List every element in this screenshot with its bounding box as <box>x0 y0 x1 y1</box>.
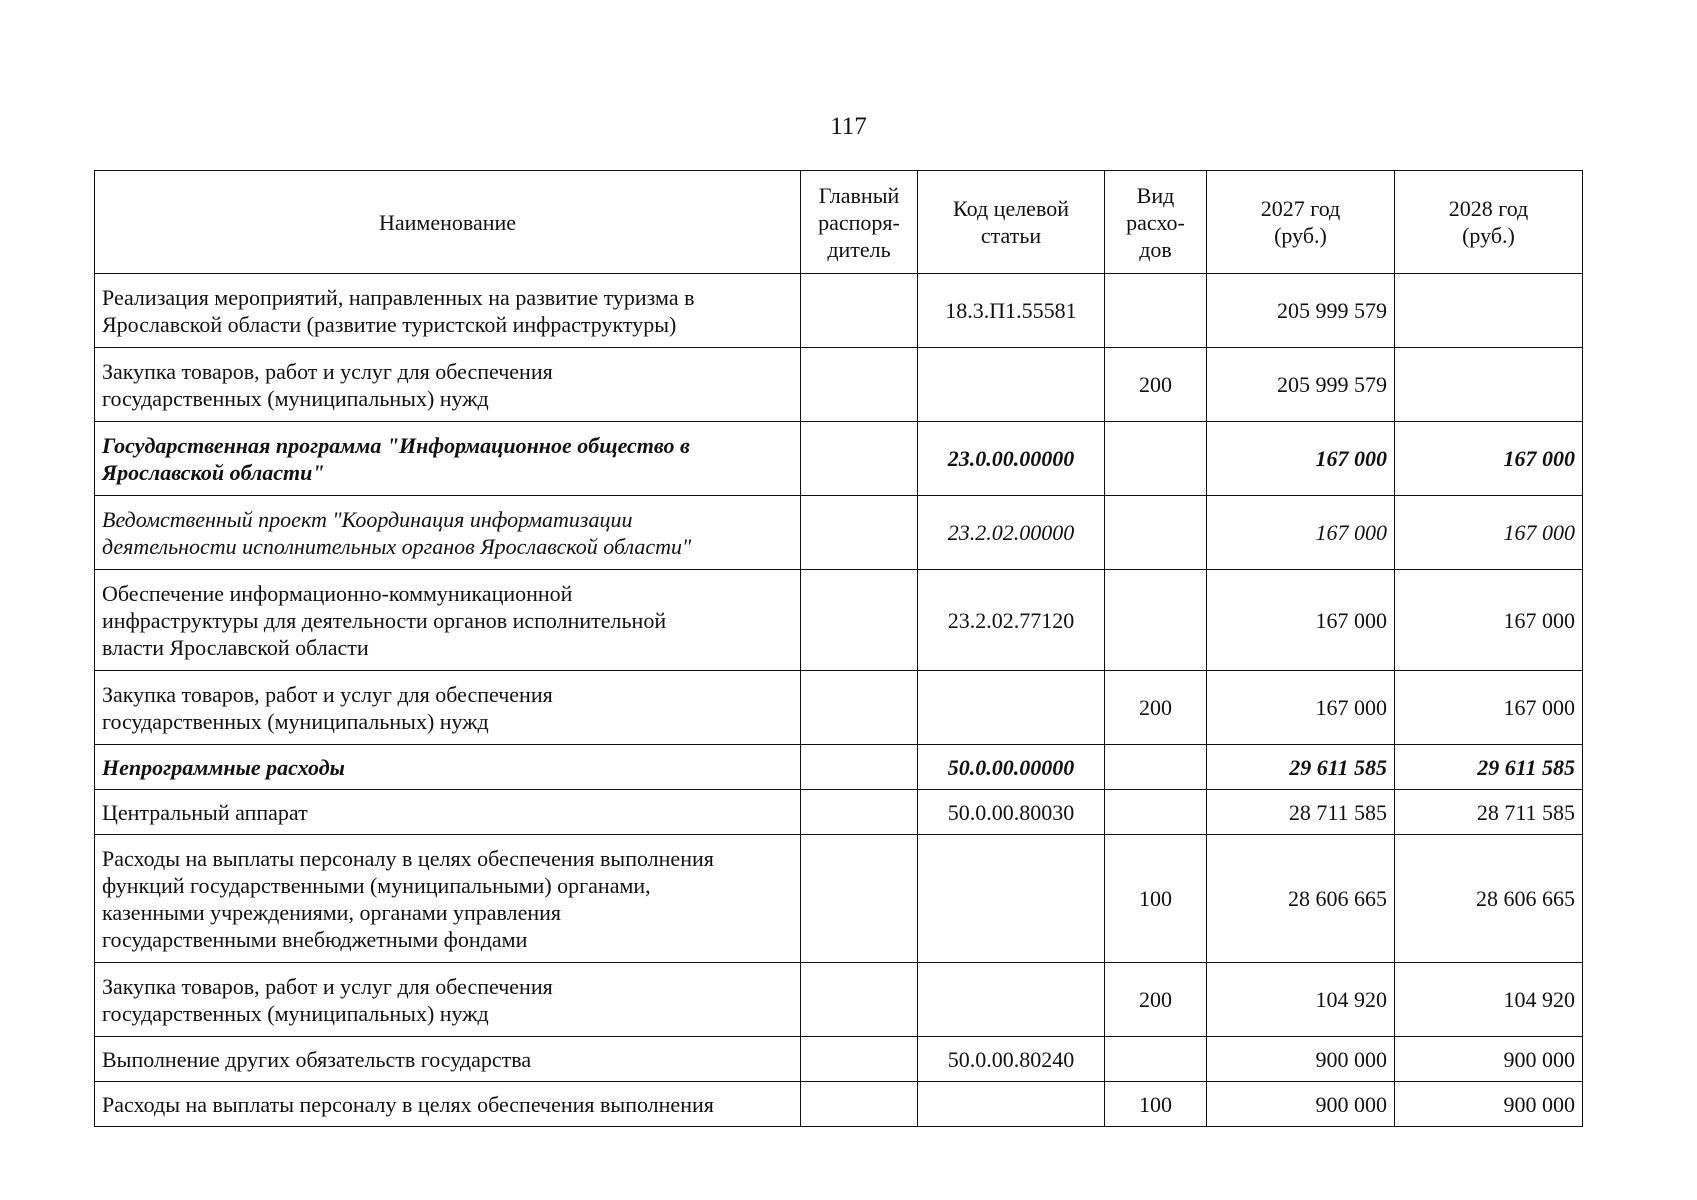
row-chief <box>801 274 918 348</box>
row-kind: 100 <box>1105 1082 1207 1127</box>
table-row <box>95 274 1583 348</box>
row-code: 23.2.02.00000 <box>918 496 1105 570</box>
row-code <box>918 1082 1105 1127</box>
page-number: 117 <box>830 113 867 140</box>
row-code <box>918 963 1105 1037</box>
row-name: Закупка товаров, работ и услуг для обеспечения государственных (муниципальных) нужд <box>95 671 801 745</box>
row-kind <box>1105 496 1207 570</box>
header-year-2027: 2027 год (руб.) <box>1207 171 1395 274</box>
row-code: 50.0.00.80030 <box>918 790 1105 835</box>
table-row <box>95 790 1583 835</box>
row-code: 23.0.00.00000 <box>918 422 1105 496</box>
row-2027: 205 999 579 <box>1207 274 1395 348</box>
row-kind: 200 <box>1105 671 1207 745</box>
row-2028: 900 000 <box>1395 1082 1583 1127</box>
table-row <box>95 963 1583 1037</box>
row-kind: 200 <box>1105 348 1207 422</box>
row-kind <box>1105 790 1207 835</box>
table-row <box>95 1082 1583 1127</box>
header-target-code: Код целевой статьи <box>918 171 1105 274</box>
header-expense-type: Вид расхо- дов <box>1105 171 1207 274</box>
row-2028: 167 000 <box>1395 671 1583 745</box>
row-name: Обеспечение информационно-коммуникационной инфраструктуры для деятельности органов исполнительной власти Ярославской области <box>95 570 801 671</box>
row-2028: 167 000 <box>1395 496 1583 570</box>
row-chief <box>801 496 918 570</box>
row-2028: 104 920 <box>1395 963 1583 1037</box>
row-2027: 205 999 579 <box>1207 348 1395 422</box>
row-2028: 28 606 665 <box>1395 835 1583 963</box>
row-chief <box>801 745 918 790</box>
row-name: Закупка товаров, работ и услуг для обеспечения государственных (муниципальных) нужд <box>95 348 801 422</box>
row-kind <box>1105 274 1207 348</box>
row-name: Ведомственный проект "Координация информатизации деятельности исполнительных органов Ярославской области" <box>95 496 801 570</box>
row-name: Закупка товаров, работ и услуг для обеспечения государственных (муниципальных) нужд <box>95 963 801 1037</box>
row-2028: 28 711 585 <box>1395 790 1583 835</box>
row-kind <box>1105 1037 1207 1082</box>
row-name: Реализация мероприятий, направленных на развитие туризма в Ярославской области (развитие туристской инфраструктуры) <box>95 274 801 348</box>
row-code: 50.0.00.00000 <box>918 745 1105 790</box>
row-2028: 167 000 <box>1395 422 1583 496</box>
row-code: 18.3.П1.55581 <box>918 274 1105 348</box>
row-chief <box>801 671 918 745</box>
budget-table <box>94 170 1583 1127</box>
row-kind <box>1105 422 1207 496</box>
row-2027: 29 611 585 <box>1207 745 1395 790</box>
row-name: Расходы на выплаты персоналу в целях обеспечения выполнения функций государственными (муниципальными) органами, казенными учреждениями, органами управления государственными внебюджетными фондами <box>95 835 801 963</box>
header-year-2028: 2028 год (руб.) <box>1395 171 1583 274</box>
row-name: Государственная программа "Информационное общество в Ярославской области" <box>95 422 801 496</box>
header-chief-administrator: Главный распоря- дитель <box>801 171 918 274</box>
table-row-project <box>95 496 1583 570</box>
row-chief <box>801 1082 918 1127</box>
row-chief <box>801 348 918 422</box>
row-2028: 900 000 <box>1395 1037 1583 1082</box>
table-row <box>95 835 1583 963</box>
table-row <box>95 348 1583 422</box>
row-2027: 28 711 585 <box>1207 790 1395 835</box>
row-kind <box>1105 570 1207 671</box>
row-name: Выполнение других обязательств государства <box>95 1037 801 1082</box>
row-2027: 167 000 <box>1207 671 1395 745</box>
row-code: 23.2.02.77120 <box>918 570 1105 671</box>
row-code <box>918 671 1105 745</box>
row-2027: 167 000 <box>1207 496 1395 570</box>
row-name: Расходы на выплаты персоналу в целях обеспечения выполнения <box>95 1082 801 1127</box>
row-chief <box>801 790 918 835</box>
row-2028 <box>1395 348 1583 422</box>
row-kind: 200 <box>1105 963 1207 1037</box>
row-2027: 167 000 <box>1207 570 1395 671</box>
row-name: Центральный аппарат <box>95 790 801 835</box>
row-kind <box>1105 745 1207 790</box>
table-header-row <box>95 171 1583 274</box>
row-chief <box>801 422 918 496</box>
row-2027: 28 606 665 <box>1207 835 1395 963</box>
row-2027: 104 920 <box>1207 963 1395 1037</box>
table-row <box>95 570 1583 671</box>
row-2028 <box>1395 274 1583 348</box>
table-row-program <box>95 422 1583 496</box>
row-code <box>918 348 1105 422</box>
row-chief <box>801 835 918 963</box>
row-kind: 100 <box>1105 835 1207 963</box>
row-2027: 167 000 <box>1207 422 1395 496</box>
row-2027: 900 000 <box>1207 1037 1395 1082</box>
table-row <box>95 1037 1583 1082</box>
row-code: 50.0.00.80240 <box>918 1037 1105 1082</box>
row-2028: 167 000 <box>1395 570 1583 671</box>
row-chief <box>801 570 918 671</box>
table-row <box>95 671 1583 745</box>
row-2027: 900 000 <box>1207 1082 1395 1127</box>
row-2028: 29 611 585 <box>1395 745 1583 790</box>
row-chief <box>801 963 918 1037</box>
row-name: Непрограммные расходы <box>95 745 801 790</box>
row-code <box>918 835 1105 963</box>
row-chief <box>801 1037 918 1082</box>
table-row-nonprogram <box>95 745 1583 790</box>
header-name: Наименование <box>95 171 801 274</box>
